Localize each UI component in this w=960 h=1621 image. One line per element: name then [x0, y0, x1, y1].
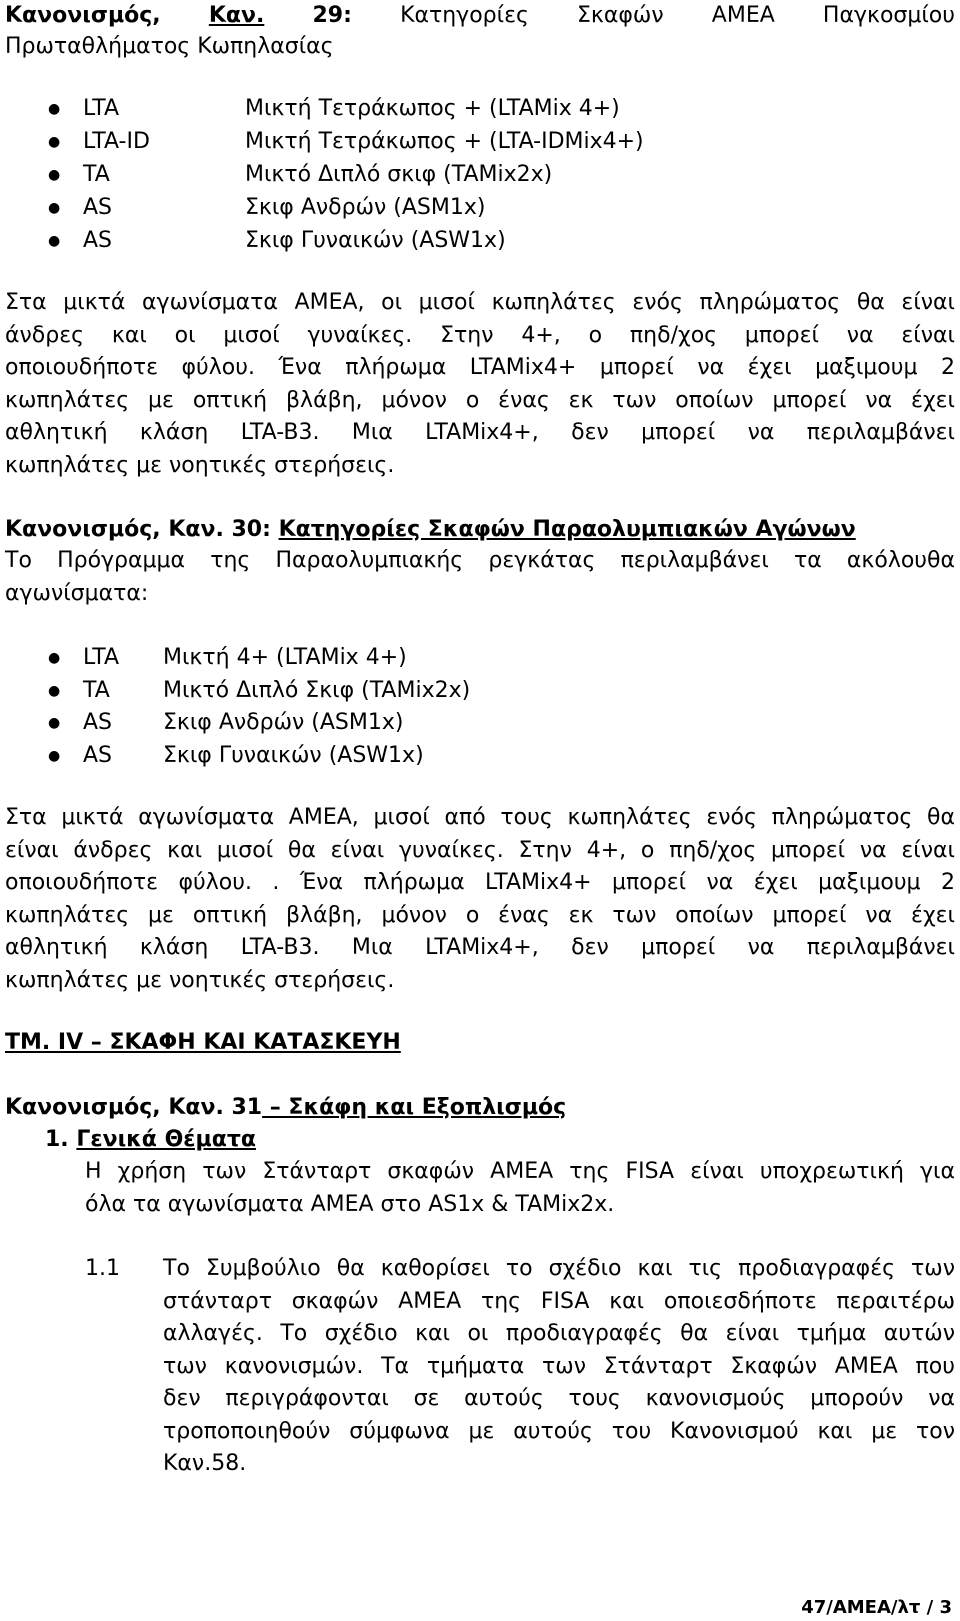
- rule29-heading-word: 29:: [312, 3, 352, 28]
- rule29-item-description: Μικτό Διπλό σκιφ (TAMix2x): [245, 162, 553, 187]
- rule30-item-description: Σκιφ Ανδρών (ASM1x): [163, 710, 404, 735]
- rule29-heading-word: Παγκοσμίου: [822, 3, 955, 28]
- rule31-item-number: 1.1: [85, 1256, 120, 1281]
- rule29-item-code: AS: [83, 228, 113, 253]
- bullet-icon: ●: [48, 167, 61, 183]
- rule31-heading-prefix: Κανονισμός, Καν. 31: [5, 1095, 263, 1120]
- rule30-paragraph-line: κωπηλάτες με νοητικές στερήσεις.: [5, 967, 395, 993]
- rule30-intro-line: αγωνίσματα:: [5, 580, 149, 606]
- rule29-paragraph-line: κωπηλάτες με νοητικές στερήσεις.: [5, 452, 395, 478]
- rule29-heading-word: Κανονισμός,: [5, 3, 161, 28]
- rule29-paragraph-line: Στα μικτά αγωνίσματα ΑΜΕΑ, οι μισοί κωπηλάτες ενός πληρώματος θα είναι: [5, 290, 955, 315]
- rule30-item-description: Μικτή 4+ (LTAMix 4+): [163, 645, 407, 670]
- rule29-heading-word: Κατηγορίες: [400, 3, 529, 28]
- rule30-heading-prefix: Κανονισμός, Καν. 30:: [5, 517, 271, 542]
- rule30-item-description: Σκιφ Γυναικών (ASW1x): [163, 742, 424, 768]
- bullet-icon: ●: [48, 200, 61, 216]
- rule29-item-description: Μικτή Τετράκωπος + (LTA-IDMix4+): [245, 129, 644, 154]
- rule30-heading-title: Κατηγορίες Σκαφών Παραολυμπιακών Αγώνων: [278, 517, 856, 542]
- rule30-paragraph-line: Στα μικτά αγωνίσματα ΑΜΕΑ, μισοί από τους κωπηλάτες ενός πληρώματος θα: [5, 805, 955, 830]
- bullet-icon: ●: [48, 134, 61, 150]
- rule29-item-code: TA: [83, 162, 110, 187]
- rule31-item-text-line: αλλαγές. Το σχέδιο και οι προδιαγραφές θα είναι τμήμα αυτών: [163, 1321, 955, 1346]
- rule29-heading-line2: Πρωταθλήματος Κωπηλασίας: [5, 34, 334, 59]
- page-footer: 47/ΑΜΕΑ/λτ / 3: [801, 1597, 952, 1618]
- bullet-icon: ●: [48, 650, 61, 666]
- rule30-paragraph-line: αθλητική κλάση LTA-B3. Μια LTAMix4+, δεν μπορεί να περιλαμβάνει: [5, 935, 955, 960]
- rule29-heading-word: Σκαφών: [577, 3, 664, 28]
- rule31-heading: [5, 1092, 566, 1124]
- rule31-item-text-line: δεν περιγράφονται σε αυτούς τους κανονισμούς μπορούν να: [163, 1386, 955, 1411]
- rule30-item-code: AS: [83, 710, 113, 735]
- rule30-item-code: TA: [83, 677, 110, 703]
- rule29-heading-word: ΑΜΕΑ: [711, 3, 775, 28]
- bullet-icon: ●: [48, 747, 61, 764]
- rule29-item-description: Μικτή Τετράκωπος + (LTAMix 4+): [245, 96, 620, 121]
- bullet-icon: ●: [48, 233, 61, 249]
- rule29-item-code: LTA: [83, 96, 120, 121]
- rule30-heading: [5, 514, 955, 546]
- rule31-sub-number: 1.: [45, 1127, 69, 1152]
- rule29-item-code: LTA-ID: [83, 129, 150, 154]
- rule31-item-text-line: Καν.58.: [163, 1451, 247, 1476]
- bullet-icon: ●: [48, 101, 61, 117]
- rule29-paragraph-line: αθλητική κλάση LTA-B3. Μια LTAMix4+, δεν μπορεί να περιλαμβάνει: [5, 420, 955, 445]
- rule31-sub-text-line: όλα τα αγωνίσματα ΑΜΕΑ στο AS1x & TAMix2x.: [85, 1191, 615, 1217]
- rule30-item-code: AS: [83, 742, 113, 768]
- rule30-intro-line: Το Πρόγραμμα της Παραολυμπιακής ρεγκάτας περιλαμβάνει τα ακόλουθα: [5, 548, 955, 573]
- rule29-paragraph-line: οποιουδήποτε φύλου. Ένα πλήρωμα LTAMix4+ μπορεί να έχει μαξιμουμ 2: [5, 355, 955, 380]
- rule31-item-text-line: τροποποιηθούν σύμφωνα με αυτούς του Κανονισμού και με τον: [163, 1418, 955, 1444]
- rule30-item-code: LTA: [83, 645, 120, 670]
- rule29-item-description: Σκιφ Ανδρών (ASM1x): [245, 195, 486, 220]
- bullet-icon: ●: [48, 682, 61, 699]
- rule29-heading-word: Καν.: [208, 3, 265, 28]
- rule29-item-code: AS: [83, 195, 113, 220]
- rule30-paragraph-line: είναι άνδρες και μισοί θα είναι γυναίκες. Στην 4+, ο πηδ/χος μπορεί να είναι: [5, 837, 955, 863]
- rule30-paragraph-line: οποιουδήποτε φύλου. . Ένα πλήρωμα LTAMix4+ μπορεί να έχει μαξιμουμ 2: [5, 870, 955, 895]
- rule29-heading-line1: [5, 0, 955, 32]
- rule31-item-text-line: στάνταρτ σκαφών ΑΜΕΑ της FISA και οποιεσδήποτε περαιτέρω: [163, 1288, 955, 1314]
- rule31-item-text-line: Το Συμβούλιο θα καθορίσει το σχέδιο και τις προδιαγραφές των: [163, 1256, 955, 1281]
- section-iv-heading: ΤΜ. IV – ΣΚΑΦΗ ΚΑΙ ΚΑΤΑΣΚΕΥΗ: [5, 1030, 401, 1055]
- rule29-item-description: Σκιφ Γυναικών (ASW1x): [245, 228, 506, 253]
- bullet-icon: ●: [48, 715, 61, 731]
- rule31-sub-title: Γενικά Θέματα: [76, 1127, 256, 1152]
- rule31-sub-text-line: Η χρήση των Στάνταρτ σκαφών ΑΜΕΑ της FISA είναι υποχρεωτική για: [85, 1159, 955, 1184]
- rule30-item-description: Μικτό Διπλό Σκιφ (TAMix2x): [163, 677, 471, 703]
- rule30-paragraph-line: κωπηλάτες με οπτική βλάβη, μόνον ο ένας εκ των οποίων μπορεί να έχει: [5, 902, 955, 928]
- rule31-subheading: [45, 1124, 256, 1156]
- rule29-paragraph-line: άνδρες και οι μισοί γυναίκες. Στην 4+, ο πηδ/χος μπορεί να είναι: [5, 322, 955, 348]
- rule31-heading-title: – Σκάφη και Εξοπλισμός: [262, 1095, 567, 1120]
- rule31-item-text-line: των κανονισμών. Τα τμήματα των Στάνταρτ Σκαφών ΑΜΕΑ που: [163, 1353, 955, 1379]
- rule29-paragraph-line: κωπηλάτες με οπτική βλάβη, μόνον ο ένας εκ των οποίων μπορεί να έχει: [5, 387, 955, 413]
